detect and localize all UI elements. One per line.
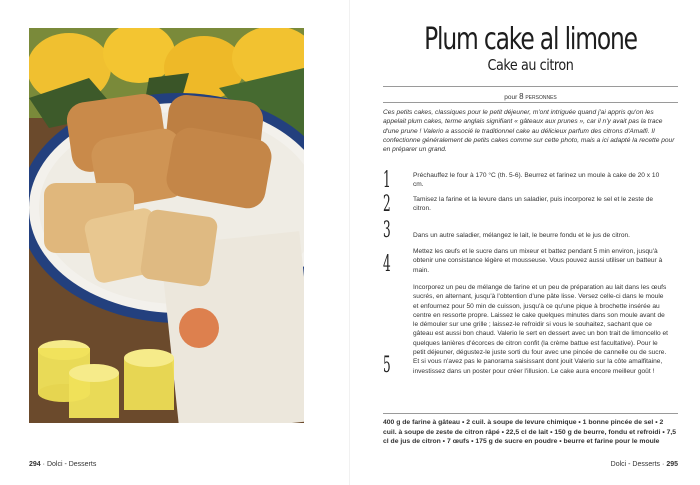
- title-divider: [383, 86, 678, 87]
- recipe-photo: [29, 28, 304, 423]
- step-text: Préchauffez le four à 170 °C (th. 5-6). Beurrez et farinez un moule à cake de 20 x 10 cm.: [413, 172, 660, 189]
- servings-divider: [383, 102, 678, 103]
- ingredients-list: 400 g de farine à gâteau • 2 cuil. à soupe de levure chimique • 1 bonne pincée de sel • 2 cuil. à soupe de zeste de citron râpé • 22,5 cl de lait • 150 g de beurre, fondu et refroidi • 7,5 cl de jus de citron • 7 œufs • 175 g de sucre en poudre • beurre et farine pour le moule: [383, 419, 677, 446]
- servings-number: 8: [519, 92, 524, 101]
- servings: [383, 92, 678, 101]
- page-number-right: 295: [666, 461, 678, 468]
- ingredients-divider: [383, 413, 678, 414]
- recipe-subtitle: Cake au citron: [487, 56, 574, 74]
- servings-unit: personnes: [525, 94, 557, 101]
- section-name-left: Dolci - Desserts: [46, 461, 97, 468]
- recipe-intro: Ces petits cakes, classiques pour le petit déjeuner, m'ont intriguée quand j'ai appris qu'on les appelait plum cakes, terme anglais signifiant « gâteaux aux prunes », car il n'y avait pas la trace d'une prune ! Valerio a associé le traditionnel cake au délicieux parfum des citrons d'Amalfi. Il confectionne généralement de petits cakes comme sur cette photo, mais a ici adapté la recette pour en préparer un grand.: [383, 109, 675, 154]
- step-text: Incorporez un peu de mélange de farine et un peu de préparation au lait dans les œufs sucrés, en alternant, jusqu'à l'obtention d'une pâte lisse. Versez celle-ci dans le moule et enfournez pour 50 min de cuisson, jusqu'à ce qu'une pique à brochette insérée au centre en ressorte propre. Laissez le cake quelques minutes dans son moule avant de le démouler sur une grille ; laissez-le refroidir si vous le souhaitez, sachant que ce gâteau est aussi bon chaud. Valerio le sert en dessert avec un bon trait de limoncello et quelques lanières d'écorces de citron confit (la crème battue est facultative). Pour le petit déjeuner, dégustez-le juste sorti du four avec une pincée de cannelle ou de sucre. Et si vous n'avez pas le panorama saisissant dont jouit Valerio sur la côte amalfitaine, investissez dans un poster pour créer l'illusion. Le cake aura encore meilleur goût !: [413, 284, 668, 375]
- section-name-right: Dolci - Desserts: [610, 461, 661, 468]
- step-number: 5: [383, 353, 391, 378]
- page-number-left: 294: [29, 461, 41, 468]
- step-text: Tamisez la farine et la levure dans un saladier, puis incorporez le sel et le zeste de citron.: [413, 196, 654, 213]
- step-number: 3: [383, 218, 391, 243]
- recipe-title: Plum cake al limone: [424, 22, 637, 57]
- gutter: [349, 0, 350, 485]
- step-text: Mettez les œufs et le sucre dans un mixeur et battez pendant 5 min environ, jusqu'à obtenir une consistance légère et mousseuse. Vous pouvez aussi utiliser un batteur à main.: [413, 248, 663, 274]
- step-number: 2: [383, 192, 391, 217]
- folio-left: 294 · Dolci - Desserts: [29, 461, 97, 468]
- folio-right: Dolci - Desserts · 295: [610, 461, 678, 468]
- step-text: Dans un autre saladier, mélangez le lait, le beurre fondu et le jus de citron.: [413, 232, 630, 239]
- step-number: 4: [383, 252, 391, 277]
- servings-label: pour: [504, 94, 518, 101]
- step-number: 1: [383, 168, 391, 193]
